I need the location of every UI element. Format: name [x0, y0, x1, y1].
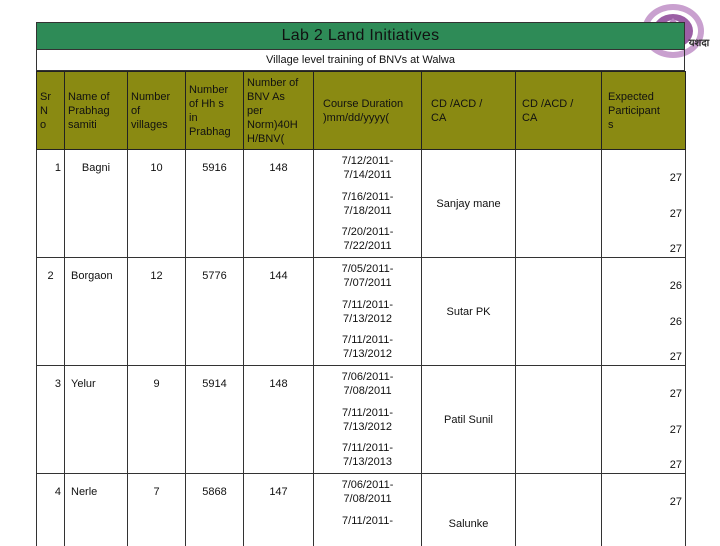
- header-households: Number of Hh s in Prabhag: [186, 72, 244, 150]
- expected-cell: [602, 510, 686, 546]
- expected-cell: 26: [602, 258, 686, 294]
- cd-cell: Sutar PK: [422, 294, 516, 330]
- course-duration-cell: 7/20/2011- 7/22/2011: [314, 222, 422, 258]
- table-row: [37, 330, 686, 366]
- page-title: Lab 2 Land Initiatives: [36, 22, 685, 50]
- table-row: [37, 186, 686, 222]
- cd-cell: [422, 150, 516, 186]
- header-course-duration: Course Duration )mm/dd/yyyy(: [314, 72, 422, 150]
- header-cd-acd-ca-2: CD /ACD / CA: [516, 72, 602, 150]
- table-row: [37, 294, 686, 330]
- header-expected-participants: Expected Participant s: [602, 72, 686, 150]
- expected-cell: 26: [602, 294, 686, 330]
- course-duration-cell: 7/11/2011- 7/13/2012: [314, 402, 422, 438]
- bnv-cell: 148: [244, 366, 314, 402]
- households-cell: 5868: [186, 474, 244, 510]
- expected-cell: 27: [602, 150, 686, 186]
- sr-no-cell: 4: [37, 474, 65, 510]
- expected-cell: 27: [602, 330, 686, 366]
- page-subtitle: Village level training of BNVs at Walwa: [36, 50, 685, 71]
- course-duration-cell: 7/11/2011- 7/13/2013: [314, 438, 422, 474]
- sr-no-cell: 3: [37, 366, 65, 402]
- header-cd-acd-ca-1: CD /ACD / CA: [422, 72, 516, 150]
- bnv-cell: 147: [244, 474, 314, 510]
- course-duration-cell: 7/11/2011- 7/13/2012: [314, 330, 422, 366]
- expected-cell: 27: [602, 402, 686, 438]
- sr-no-cell: 1: [37, 150, 65, 186]
- cd-cell: Patil Sunil: [422, 402, 516, 438]
- course-duration-cell: 7/06/2011- 7/08/2011: [314, 366, 422, 402]
- course-duration-cell: 7/11/2011- 7/13/2012: [314, 294, 422, 330]
- table-row: [37, 150, 686, 186]
- table-row: [37, 366, 686, 402]
- expected-cell: 27: [602, 222, 686, 258]
- villages-cell: 9: [128, 366, 186, 402]
- table-row: [37, 402, 686, 438]
- header-bnv: Number of BNV As per Norm)40H H/BNV(: [244, 72, 314, 150]
- samiti-name-cell: Borgaon: [65, 258, 128, 294]
- course-duration-cell: 7/05/2011- 7/07/2011: [314, 258, 422, 294]
- table-row: [37, 258, 686, 294]
- report-container: [36, 22, 685, 546]
- bnv-cell: 144: [244, 258, 314, 294]
- table-row: [37, 474, 686, 510]
- households-cell: 5914: [186, 366, 244, 402]
- cd2-cell: [516, 150, 602, 186]
- cd-cell: Sanjay mane: [422, 186, 516, 222]
- sr-no-cell: 2: [37, 258, 65, 294]
- course-duration-cell: 7/11/2011-: [314, 510, 422, 546]
- training-table: [36, 71, 686, 546]
- villages-cell: 7: [128, 474, 186, 510]
- cd-cell: Salunke: [422, 510, 516, 546]
- header-villages: Number of villages: [128, 72, 186, 150]
- course-duration-cell: 7/16/2011- 7/18/2011: [314, 186, 422, 222]
- samiti-name-cell: Nerle: [65, 474, 128, 510]
- header-sr-no: Sr N o: [37, 72, 65, 150]
- households-cell: 5776: [186, 258, 244, 294]
- course-duration-cell: 7/06/2011- 7/08/2011: [314, 474, 422, 510]
- table-row: [37, 438, 686, 474]
- expected-cell: 27: [602, 186, 686, 222]
- table-row: [37, 222, 686, 258]
- expected-cell: 27: [602, 366, 686, 402]
- expected-cell: 27: [602, 474, 686, 510]
- samiti-name-cell: Bagni: [65, 150, 128, 186]
- course-duration-cell: 7/12/2011- 7/14/2011: [314, 150, 422, 186]
- households-cell: 5916: [186, 150, 244, 186]
- logo-text: यशदा: [688, 38, 710, 49]
- table-header-row: [37, 72, 686, 150]
- header-prabhag-samiti: Name of Prabhag samiti: [65, 72, 128, 150]
- villages-cell: 12: [128, 258, 186, 294]
- samiti-name-cell: Yelur: [65, 366, 128, 402]
- bnv-cell: 148: [244, 150, 314, 186]
- expected-cell: 27: [602, 438, 686, 474]
- table-row: [37, 510, 686, 546]
- villages-cell: 10: [128, 150, 186, 186]
